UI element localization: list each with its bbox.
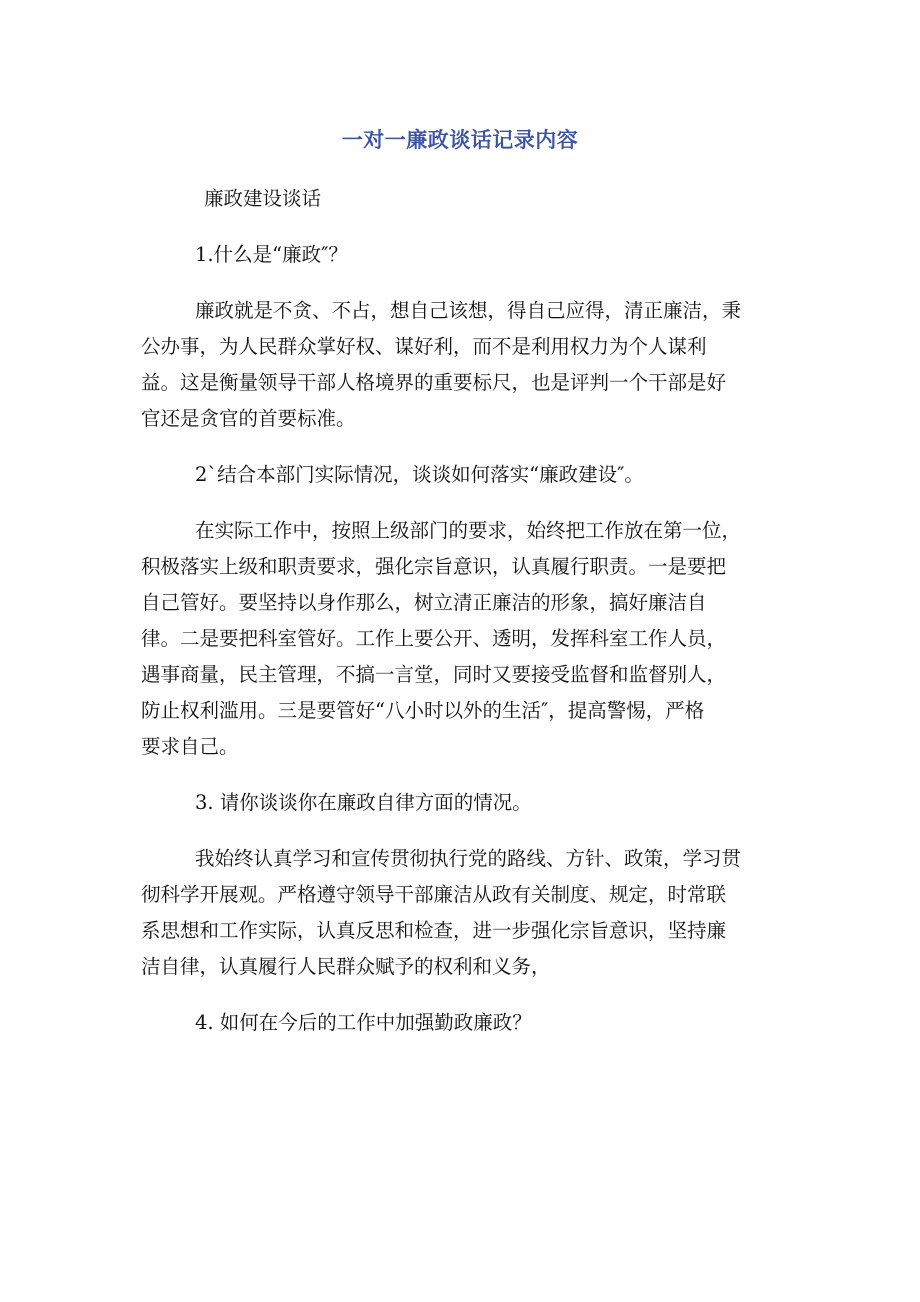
document-title: 一对一廉政谈话记录内容: [341, 128, 579, 152]
answer-2-text: 在实际工作中，按照上级部门的要求，始终把工作放在第一位， 积极落实上级和职责要求，强化宗旨意识，认真履行职责。一是要把 自己管好。要坚持以身作那么，树立清正廉洁的形象，搞好廉洁自 律。二是要把科室管好。工作上要公开、透明，发挥科室工作人员， 遇事商量，民主管理，不搞一言堂，同时又要接受监督和监督别人， 防止权利滥用。三是要管好“八小时以外的生活″，提高警惕，严格 要求自己。: [141, 519, 742, 758]
document-body: [141, 181, 781, 1061]
question-4: 4. 如何在今后的工作中加强勤政廉政？: [195, 1011, 532, 1034]
section-heading: 廉政建设谈话: [204, 187, 322, 210]
question-1: 1.什么是“廉政″？: [195, 243, 348, 266]
answer-3-text: 我始终认真学习和宣传贯彻执行党的路线、方针、政策，学习贯 彻科学开展观。严格遵守领导干部廉洁从政有关制度、规定，时常联 系思想和工作实际，认真反思和检查，进一步强化宗旨意识，坚持廉 洁自律，认真履行人民群众赋予的权利和义务，: [141, 847, 742, 978]
answer-2: [141, 513, 781, 765]
answer-1: [141, 293, 781, 437]
question-3: 3. 请你谈谈你在廉政自律方面的情况。: [195, 791, 532, 814]
question-2: 2`结合本部门实际情况，谈谈如何落实“廉政建设″。: [195, 463, 644, 486]
answer-3: [141, 841, 781, 985]
answer-1-text: 廉政就是不贪、不占，想自己该想，得自己应得，清正廉洁，秉 公办事，为人民群众掌好权、谋好利，而不是利用权力为个人谋利 益。这是衡量领导干部人格境界的重要标尺，也是评判一个干部是好 官还是贪官的首要标准。: [141, 299, 742, 430]
